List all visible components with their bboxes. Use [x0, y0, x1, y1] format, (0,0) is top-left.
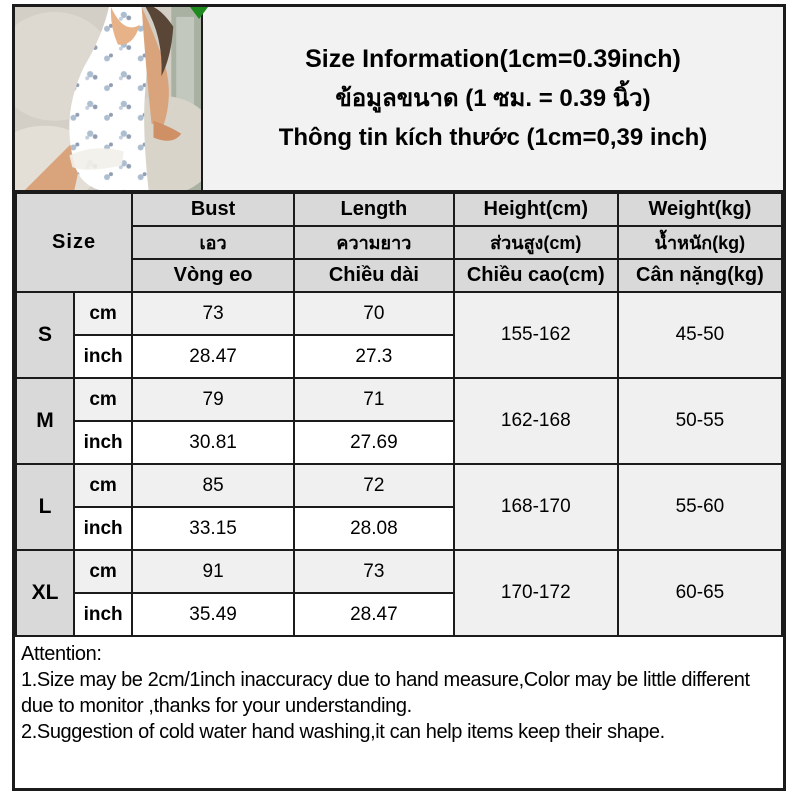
- col-header-length-vi: Chiều dài: [294, 259, 454, 292]
- bust-cm-l: 85: [132, 464, 294, 507]
- col-header-height-en: Height(cm): [454, 193, 618, 226]
- length-inch-m: 27.69: [294, 421, 454, 464]
- length-inch-xl: 28.47: [294, 593, 454, 636]
- unit-label-inch: inch: [74, 421, 132, 464]
- height-l: 168-170: [454, 464, 618, 550]
- unit-label-inch: inch: [74, 593, 132, 636]
- col-header-bust-en: Bust: [132, 193, 294, 226]
- unit-label-cm: cm: [74, 378, 132, 421]
- unit-label-inch: inch: [74, 507, 132, 550]
- col-header-weight-vi: Cân nặng(kg): [618, 259, 782, 292]
- attention-heading: Attention:: [21, 643, 102, 665]
- col-header-height-th: ส่วนสูง(cm): [454, 226, 618, 259]
- bust-cm-s: 73: [132, 292, 294, 335]
- weight-m: 50-55: [618, 378, 782, 464]
- bust-inch-xl: 35.49: [132, 593, 294, 636]
- size-header-cell: Size: [16, 193, 132, 292]
- table-row: [16, 464, 782, 507]
- col-header-bust-th: เอว: [132, 226, 294, 259]
- table-row: [16, 292, 782, 335]
- bust-inch-m: 30.81: [132, 421, 294, 464]
- size-label-m: M: [16, 378, 74, 464]
- top-section: [15, 7, 783, 192]
- corner-marker-icon: [190, 7, 208, 19]
- height-s: 155-162: [454, 292, 618, 378]
- title-line-en: Size Information(1cm=0.39inch): [305, 45, 681, 73]
- bust-cm-xl: 91: [132, 550, 294, 593]
- model-photo-illustration: [15, 7, 201, 190]
- weight-xl: 60-65: [618, 550, 782, 636]
- product-photo: [15, 7, 203, 190]
- col-header-weight-en: Weight(kg): [618, 193, 782, 226]
- unit-label-cm: cm: [74, 464, 132, 507]
- attention-section: [15, 637, 783, 745]
- weight-l: 55-60: [618, 464, 782, 550]
- height-m: 162-168: [454, 378, 618, 464]
- title-line-th: ข้อมูลขนาด (1 ซม. = 0.39 นิ้ว): [335, 85, 651, 112]
- attention-note-2: 2.Suggestion of cold water hand washing,it can help items keep their shape.: [21, 721, 665, 743]
- unit-label-inch: inch: [74, 335, 132, 378]
- table-row: [16, 550, 782, 593]
- col-header-bust-vi: Vòng eo: [132, 259, 294, 292]
- table-row: [16, 378, 782, 421]
- col-header-length-th: ความยาว: [294, 226, 454, 259]
- unit-label-cm: cm: [74, 292, 132, 335]
- bust-inch-l: 33.15: [132, 507, 294, 550]
- size-table: [15, 192, 783, 637]
- weight-s: 45-50: [618, 292, 782, 378]
- col-header-weight-th: น้ำหนัก(kg): [618, 226, 782, 259]
- size-chart-panel: [12, 4, 786, 791]
- bust-inch-s: 28.47: [132, 335, 294, 378]
- length-cm-s: 70: [294, 292, 454, 335]
- bust-cm-m: 79: [132, 378, 294, 421]
- size-label-s: S: [16, 292, 74, 378]
- length-cm-m: 71: [294, 378, 454, 421]
- col-header-length-en: Length: [294, 193, 454, 226]
- title-block: [203, 7, 783, 190]
- size-label-l: L: [16, 464, 74, 550]
- height-xl: 170-172: [454, 550, 618, 636]
- size-label-xl: XL: [16, 550, 74, 636]
- header-row-en: [16, 193, 782, 226]
- length-cm-xl: 73: [294, 550, 454, 593]
- length-cm-l: 72: [294, 464, 454, 507]
- col-header-height-vi: Chiều cao(cm): [454, 259, 618, 292]
- attention-note-1: 1.Size may be 2cm/1inch inaccuracy due to hand measure,Color may be little different due to monitor ,thanks for your understanding.: [21, 669, 750, 717]
- title-line-vi: Thông tin kích thước (1cm=0,39 inch): [278, 124, 708, 151]
- unit-label-cm: cm: [74, 550, 132, 593]
- length-inch-l: 28.08: [294, 507, 454, 550]
- length-inch-s: 27.3: [294, 335, 454, 378]
